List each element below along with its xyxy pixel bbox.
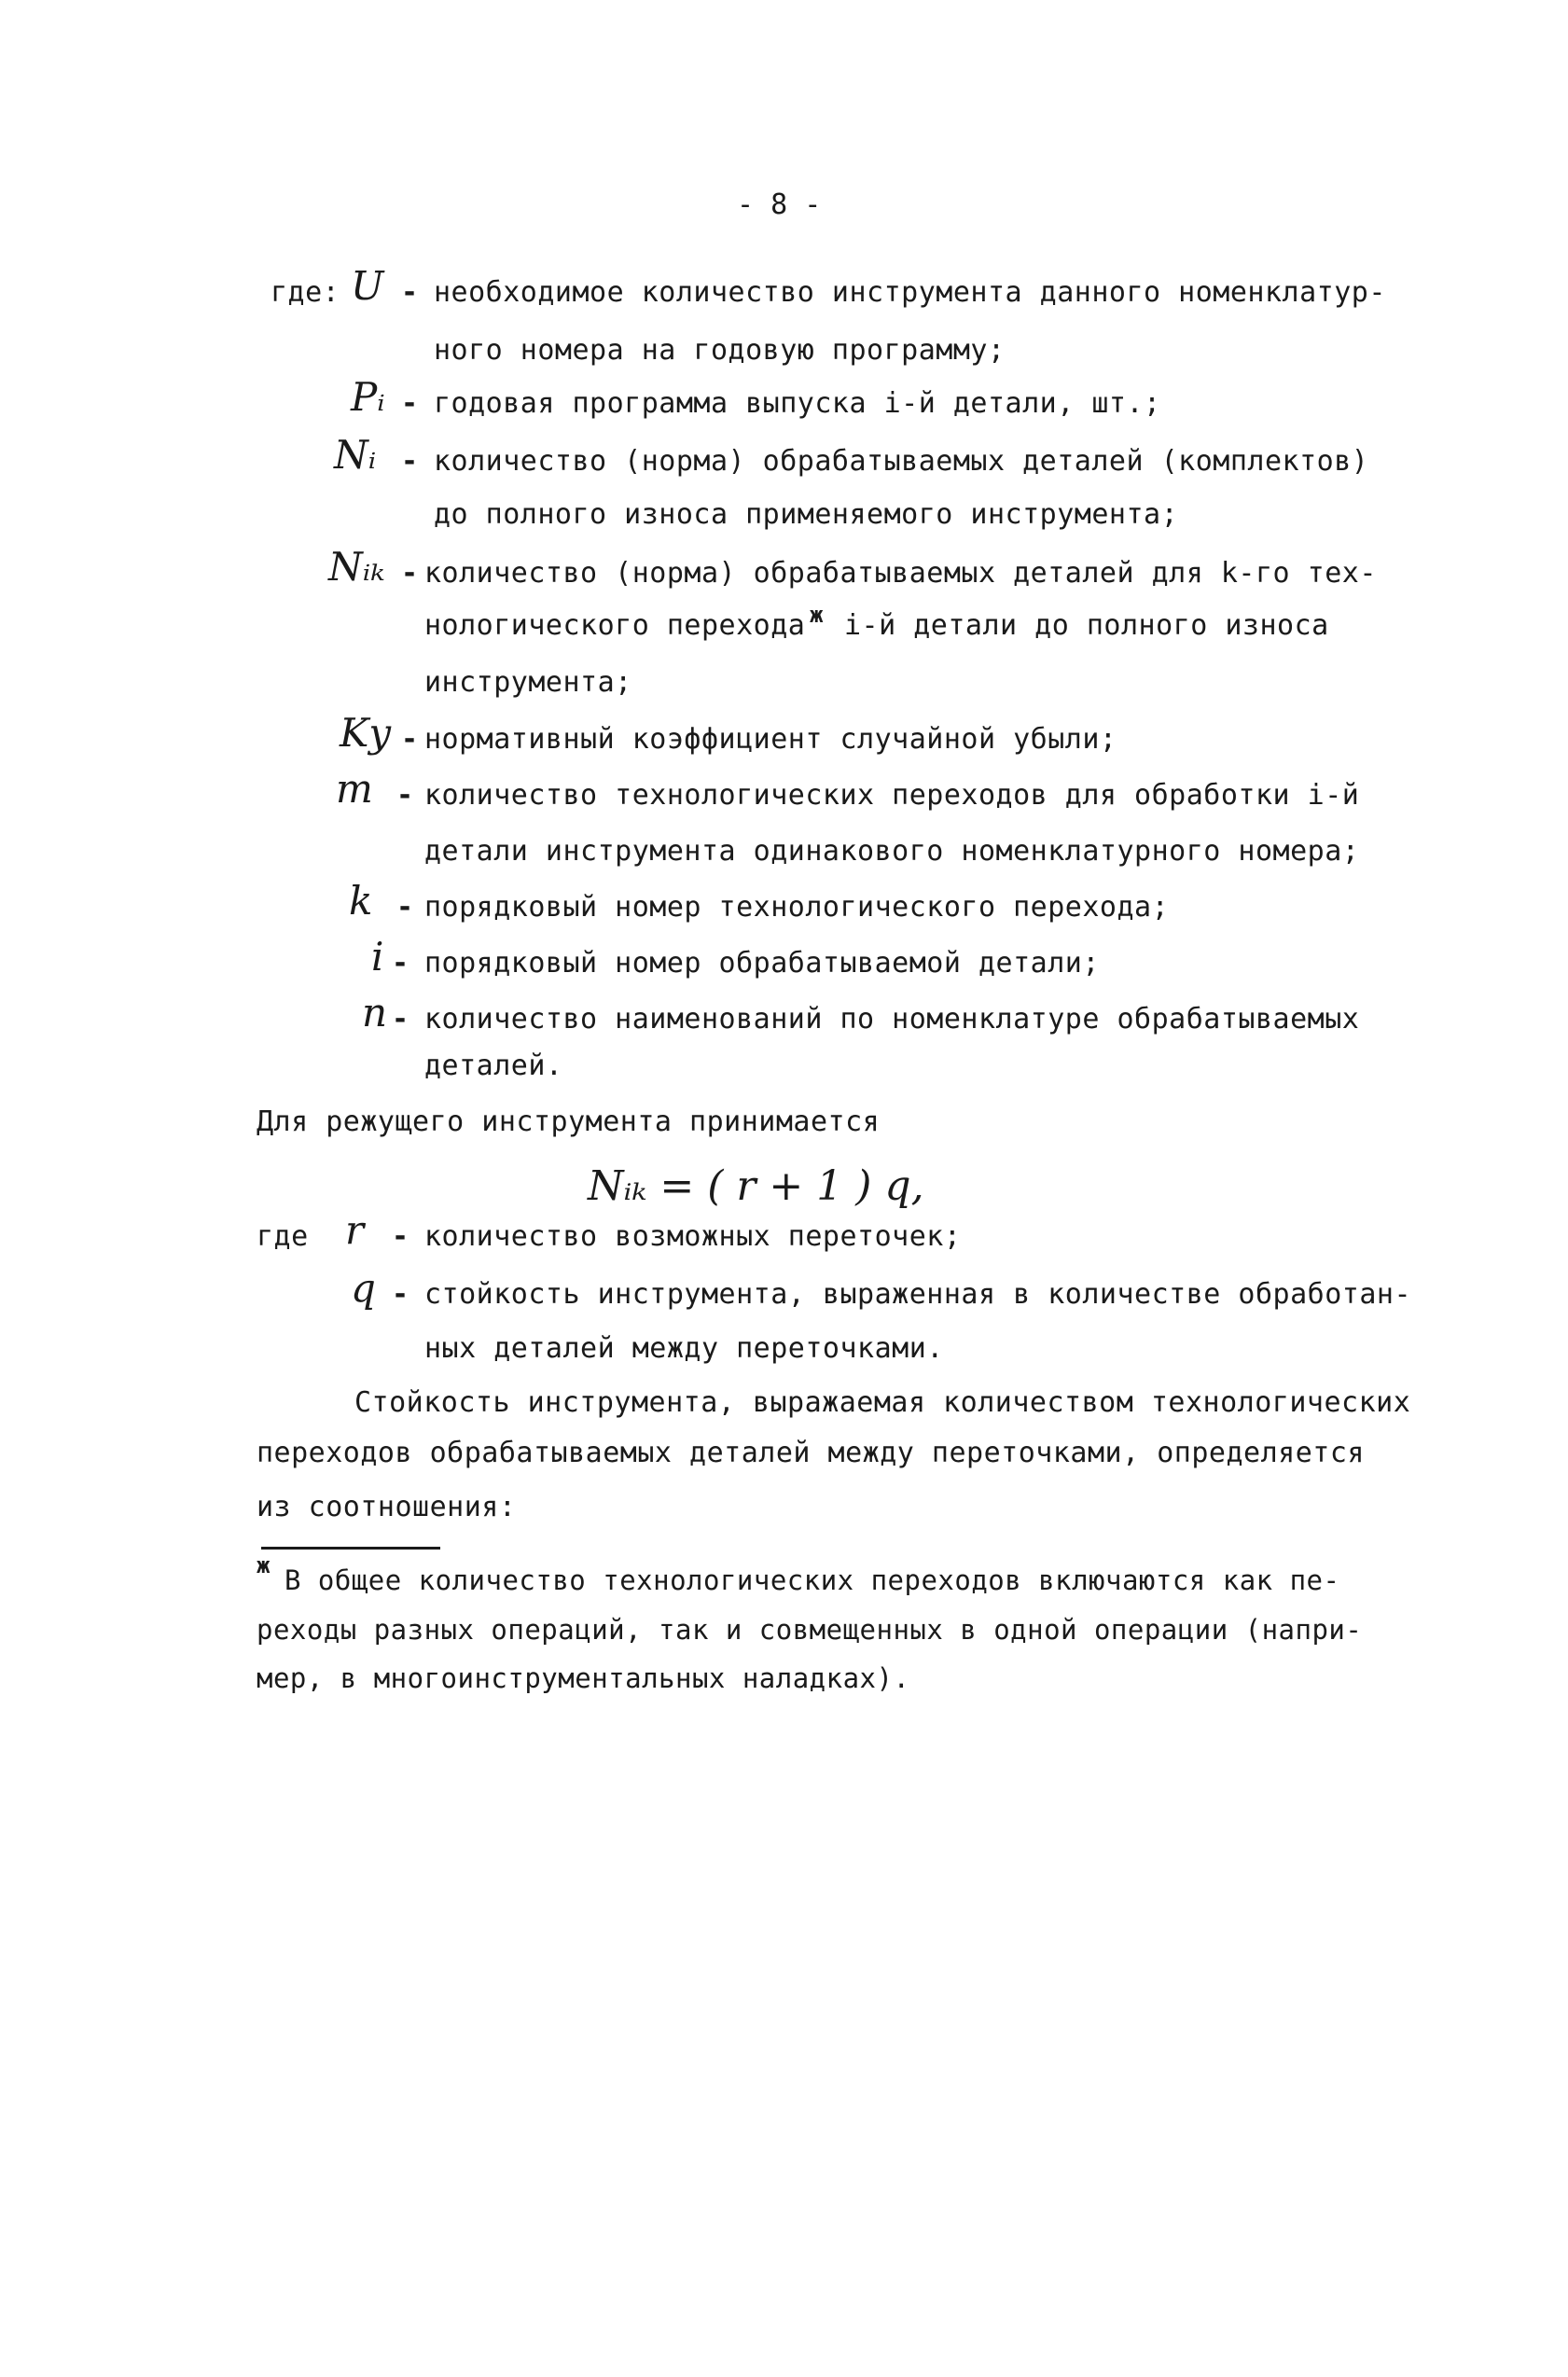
dash: - [401,557,419,590]
dash: - [396,779,414,812]
where-label: где [257,1220,309,1253]
definition-line: до полного износа применяемого инструмента; [434,498,1179,531]
paragraph-line: Стойкость инструмента, выражаемая количеством технологических [354,1386,1411,1419]
symbol-u: U [351,263,384,309]
dash: - [401,445,419,478]
symbol-i: i [371,934,384,980]
dash: - [401,276,419,309]
definition-line: нологического перехода [424,609,806,642]
dash: - [392,947,409,980]
dash: - [392,1003,409,1036]
footnote-rule [261,1547,440,1550]
symbol-n-ik: Nᵢₖ [328,544,385,590]
definition-line: i-й детали до полного износа [844,609,1329,642]
definition-line: порядковый номер обрабатываемой детали; [424,947,1100,980]
dash: - [392,1220,409,1253]
footnote-marker: ж [257,1552,271,1578]
definition-line: нормативный коэффициент случайной убыли; [424,723,1117,756]
symbol-k: k [349,878,373,924]
paragraph-line: из соотношения: [257,1491,517,1523]
definition-line: инструмента; [424,666,632,699]
dash: - [396,891,414,924]
symbol-q: q [351,1265,376,1311]
footnote-line: реходы разных операций, так и совмещенных в одной операции (напри- [257,1614,1363,1646]
where-label: где: [271,276,340,309]
definition-line: порядковый номер технологического перехода; [424,891,1170,924]
definition-line: количество (норма) обрабатываемых деталей для k-го тех- [424,557,1377,590]
formula: Nᵢₖ = ( r + 1 ) q, [588,1162,924,1210]
dash: - [401,723,419,756]
dash: - [392,1278,409,1311]
symbol-k-y: Kу [340,710,392,756]
cutting-tool-sentence: Для режущего инструмента принимается [257,1105,881,1138]
footnote-reference: ж [810,602,824,628]
definition-line: количество наименований по номенклатуре обрабатываемых [424,1003,1360,1036]
paragraph-line: переходов обрабатываемых деталей между переточками, определяется [257,1437,1365,1469]
dash: - [401,387,419,420]
definition-line: ного номера на годовую программу; [434,334,1006,367]
definition-line: ных деталей между переточками. [424,1332,944,1365]
definition-line: стойкость инструмента, выраженная в количестве обработан- [424,1278,1412,1311]
definition-line: деталей. [424,1049,563,1082]
definition-line: необходимое количество инструмента данного номенклатур- [434,276,1386,309]
definition-line: количество (норма) обрабатываемых деталей (комплектов) [434,445,1369,478]
footnote-line: мер, в многоинструментальных наладках). [257,1662,910,1694]
page-number: - 8 - [737,188,822,221]
footnote-line: В общее количество технологических переходов включаются как пе- [284,1564,1340,1596]
symbol-n: n [362,990,388,1036]
definition-line: количество технологических переходов для обработки i-й [424,779,1360,812]
symbol-r: r [345,1207,365,1253]
symbol-n-i: Nᵢ [334,432,377,478]
symbol-p-i: Pᵢ [351,374,385,420]
definition-line: годовая программа выпуска i-й детали, шт.; [434,387,1161,420]
definition-line: детали инструмента одинакового номенклатурного номера; [424,835,1360,868]
definition-line: количество возможных переточек; [424,1220,962,1253]
symbol-m: m [336,766,373,812]
